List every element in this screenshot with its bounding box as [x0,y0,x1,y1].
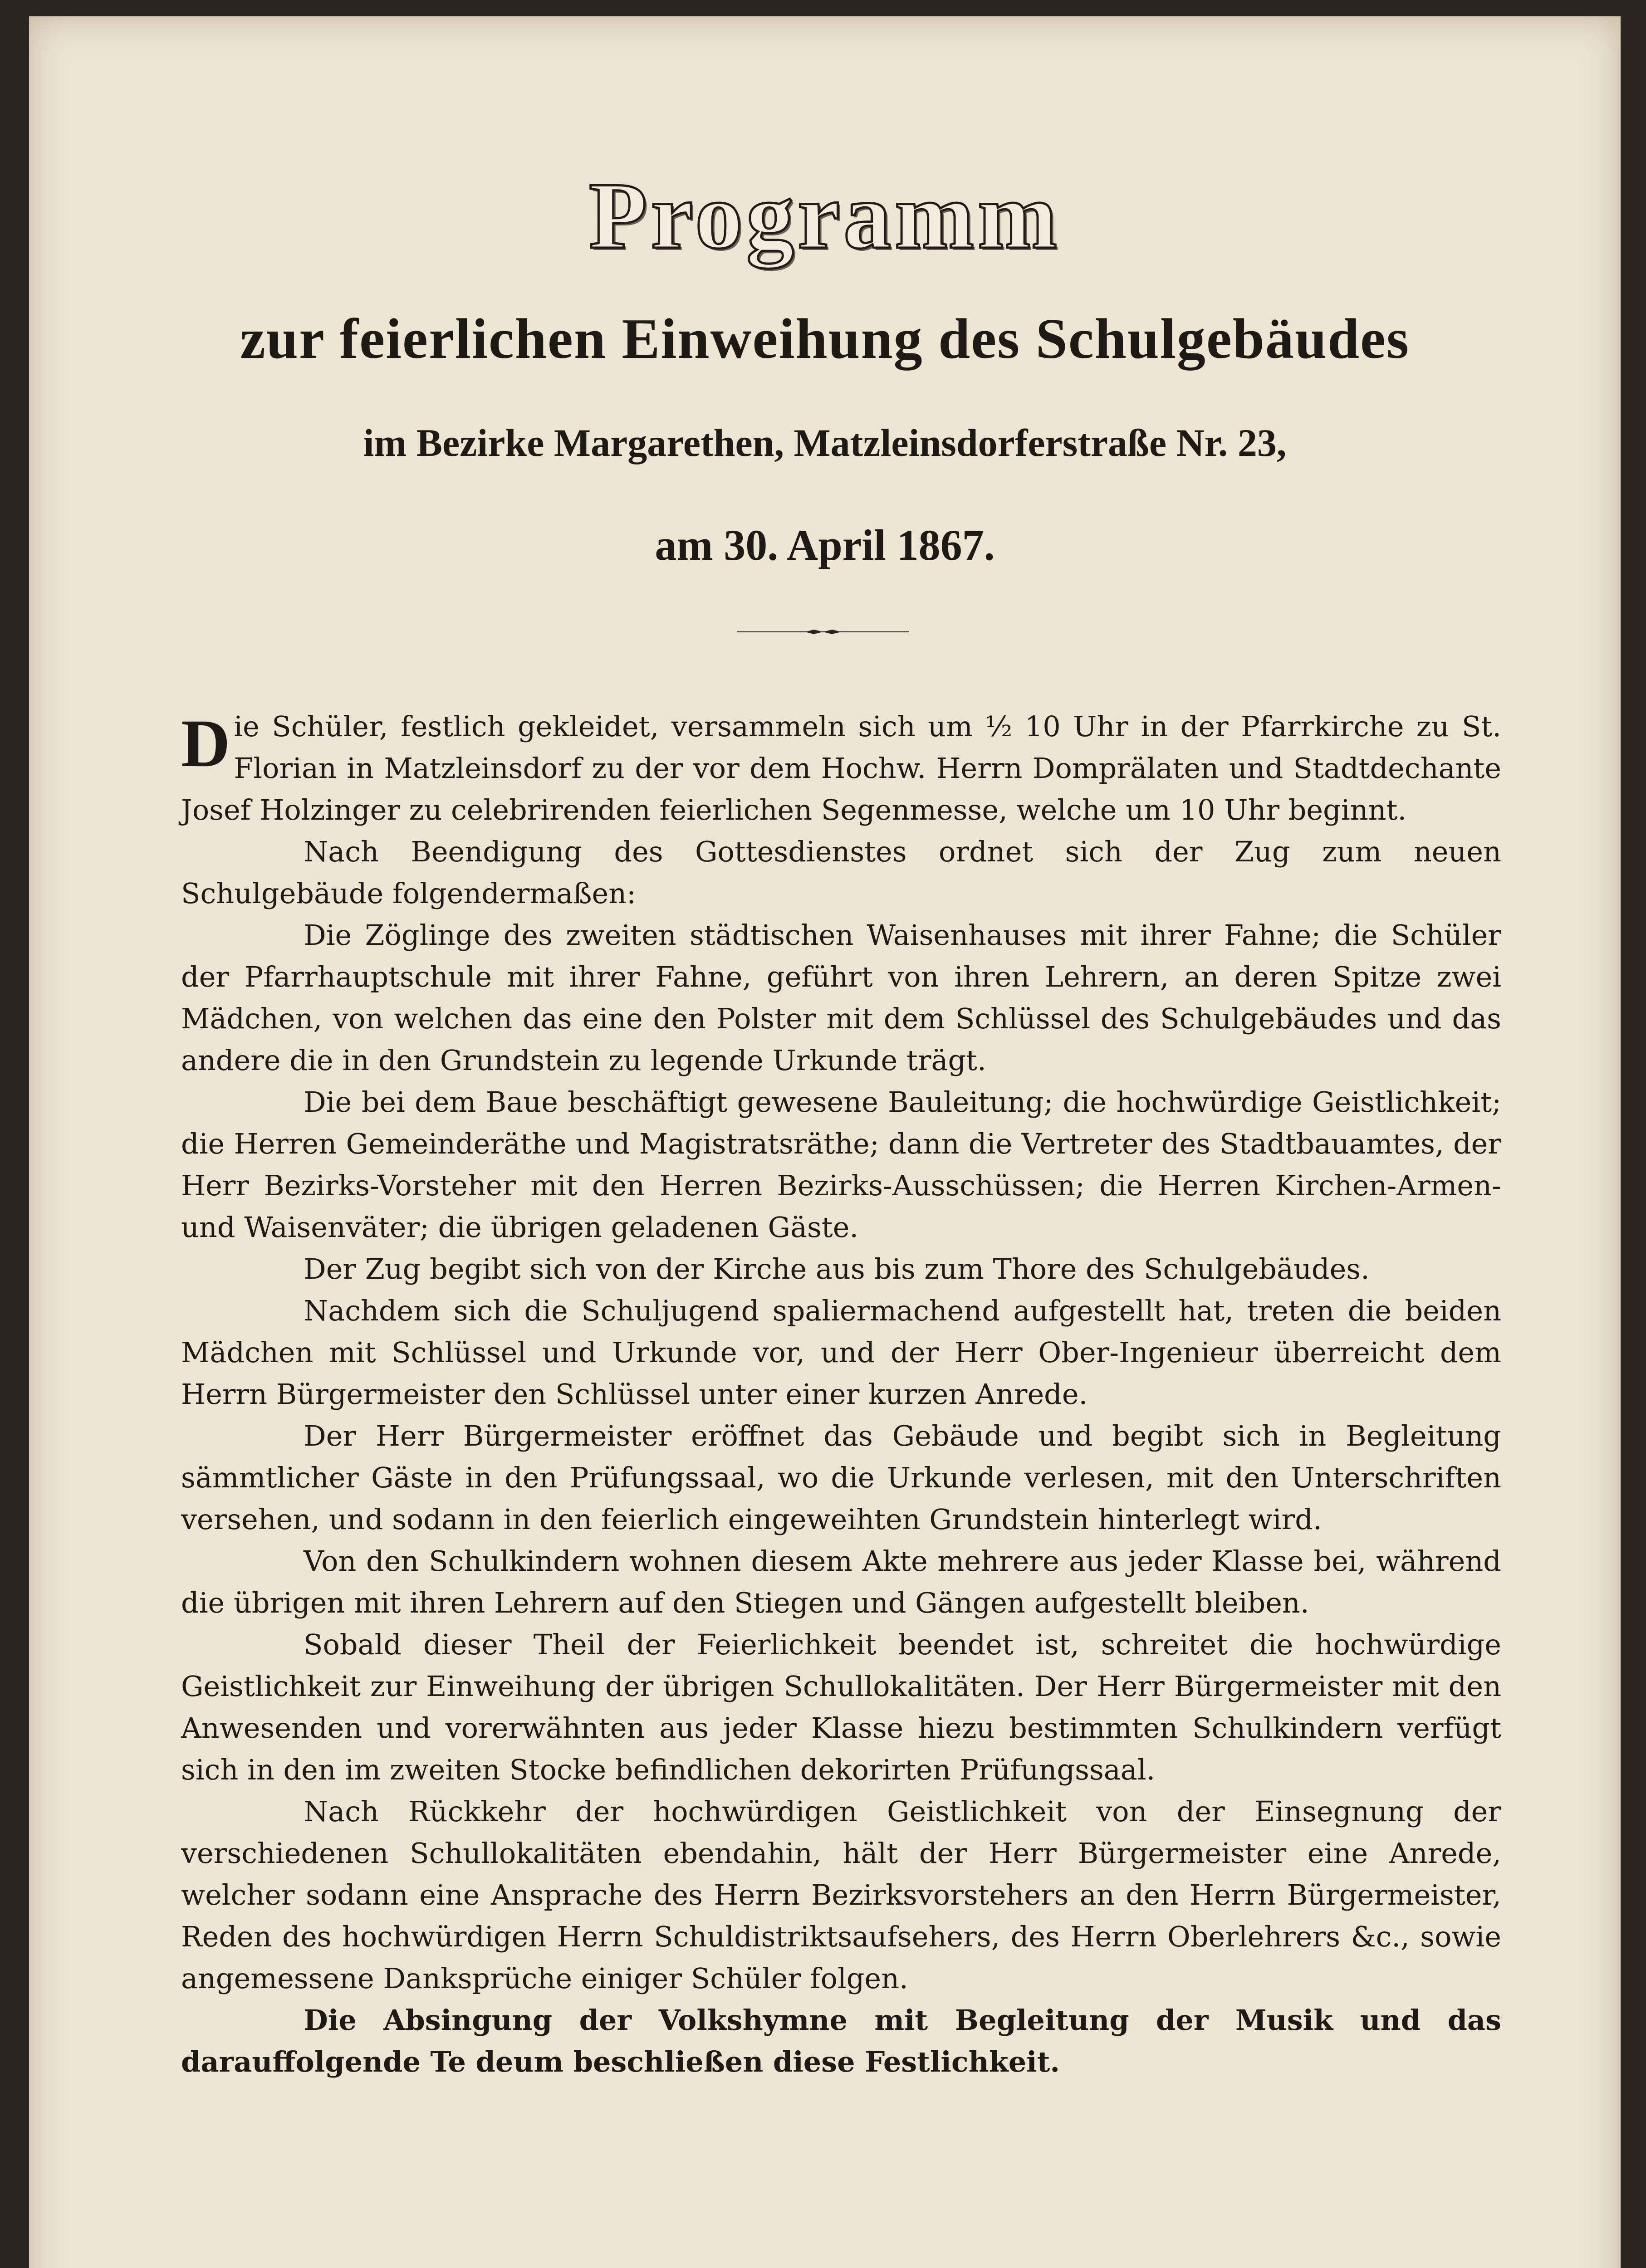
document-subtitle: zur feierlichen Einweihung des Schulgebäudes [240,308,1410,371]
ornamental-divider [737,629,909,635]
document-title: Programm [589,163,1061,269]
paragraph-10: Nach Rückkehr der hochwürdigen Geistlichkeit von der Einsegnung der verschiedenen Schullokalitäten ebendahin, hält der Herr Bürgermeister eine Anrede, welcher sodann eine Ansprache des Herrn Bezirksvorstehers an den Herrn Bürgermeister, Reden des hochwürdigen Herrn Schuldistriktsaufsehers, des Herrn Oberlehrers &c., sowie angemessene Danksprüche einiger Schüler folgen. [181,1795,1501,1995]
paragraph-8: Von den Schulkindern wohnen diesem Akte mehrere aus jeder Klasse bei, während die übrigen mit ihren Lehrern auf den Stiegen und Gängen aufgestellt bleiben. [181,1545,1501,1619]
paragraph-4: Die bei dem Baue beschäftigt gewesene Bauleitung; die hochwürdige Geistlichkeit; die Herren Gemeinderäthe und Magistratsräthe; dann die Vertreter des Stadtbauamtes, der Herr Bezirks-Vorsteher mit den Herren Bezirks-Ausschüssen; die Herren Kirchen-Armen- und Waisenväter; die übrigen geladenen Gäste. [181,1085,1501,1244]
paragraph-3: Die Zöglinge des zweiten städtischen Waisenhauses mit ihrer Fahne; die Schüler der Pfarrhauptschule mit ihrer Fahne, geführt von ihren Lehrern, an deren Spitze zwei Mädchen, von welchen das eine den Polster mit dem Schlüssel des Schulgebäudes und das andere die in den Grundstein zu legende Urkunde trägt. [181,919,1501,1077]
event-location: im Bezirke Margarethen, Matzleinsdorferstraße Nr. 23, [363,421,1287,464]
paragraph-1 [181,706,1501,831]
event-date: am 30. April 1867. [655,521,995,569]
document-sheet [29,16,1621,2268]
paragraph-11: Die Absingung der Volkshymne mit Begleitung der Musik und das darauffolgende Te deum beschließen diese Festlichkeit. [181,2004,1501,2078]
paragraph-6: Nachdem sich die Schuljugend spaliermachend aufgestellt hat, treten die beiden Mädchen mit Schlüssel und Urkunde vor, und der Herr Ober-Ingenieur überreicht dem Herrn Bürgermeister den Schlüssel unter einer kurzen Anrede. [181,1294,1501,1411]
paragraph-text: ie Schüler, festlich gekleidet, versammeln sich um ½ 10 Uhr in der Pfarrkirche zu St. Florian in Matzleinsdorf zu der vor dem Hochw. Herrn Domprälaten und Stadtdechante Josef Holzinger zu celebrirenden feierlichen Segenmesse, welche um 10 Uhr beginnt. [181,710,1501,826]
paragraph-2: Nach Beendigung des Gottesdienstes ordnet sich der Zug zum neuen Schulgebäude folgendermaßen: [181,835,1501,910]
paragraph-5: Der Zug begibt sich von der Kirche aus bis zum Thore des Schulgebäudes. [304,1252,1370,1286]
drop-cap: D [181,706,230,781]
paragraph-9: Sobald dieser Theil der Feierlichkeit beendet ist, schreitet die hochwürdige Geistlichkeit zur Einweihung der übrigen Schullokalitäten. Der Herr Bürgermeister mit den Anwesenden und vorerwähnten aus jeder Klasse hiezu bestimmten Schulkindern verfügt sich in den im zweiten Stocke befindlichen dekorirten Prüfungssaal. [181,1628,1501,1786]
paragraph-7: Der Herr Bürgermeister eröffnet das Gebäude und begibt sich in Begleitung sämmtlicher Gäste in den Prüfungssaal, wo die Urkunde verlesen, mit den Unterschriften versehen, und sodann in den feierlich eingeweihten Grundstein hinterlegt wird. [181,1419,1501,1536]
body-text [181,706,1501,2083]
